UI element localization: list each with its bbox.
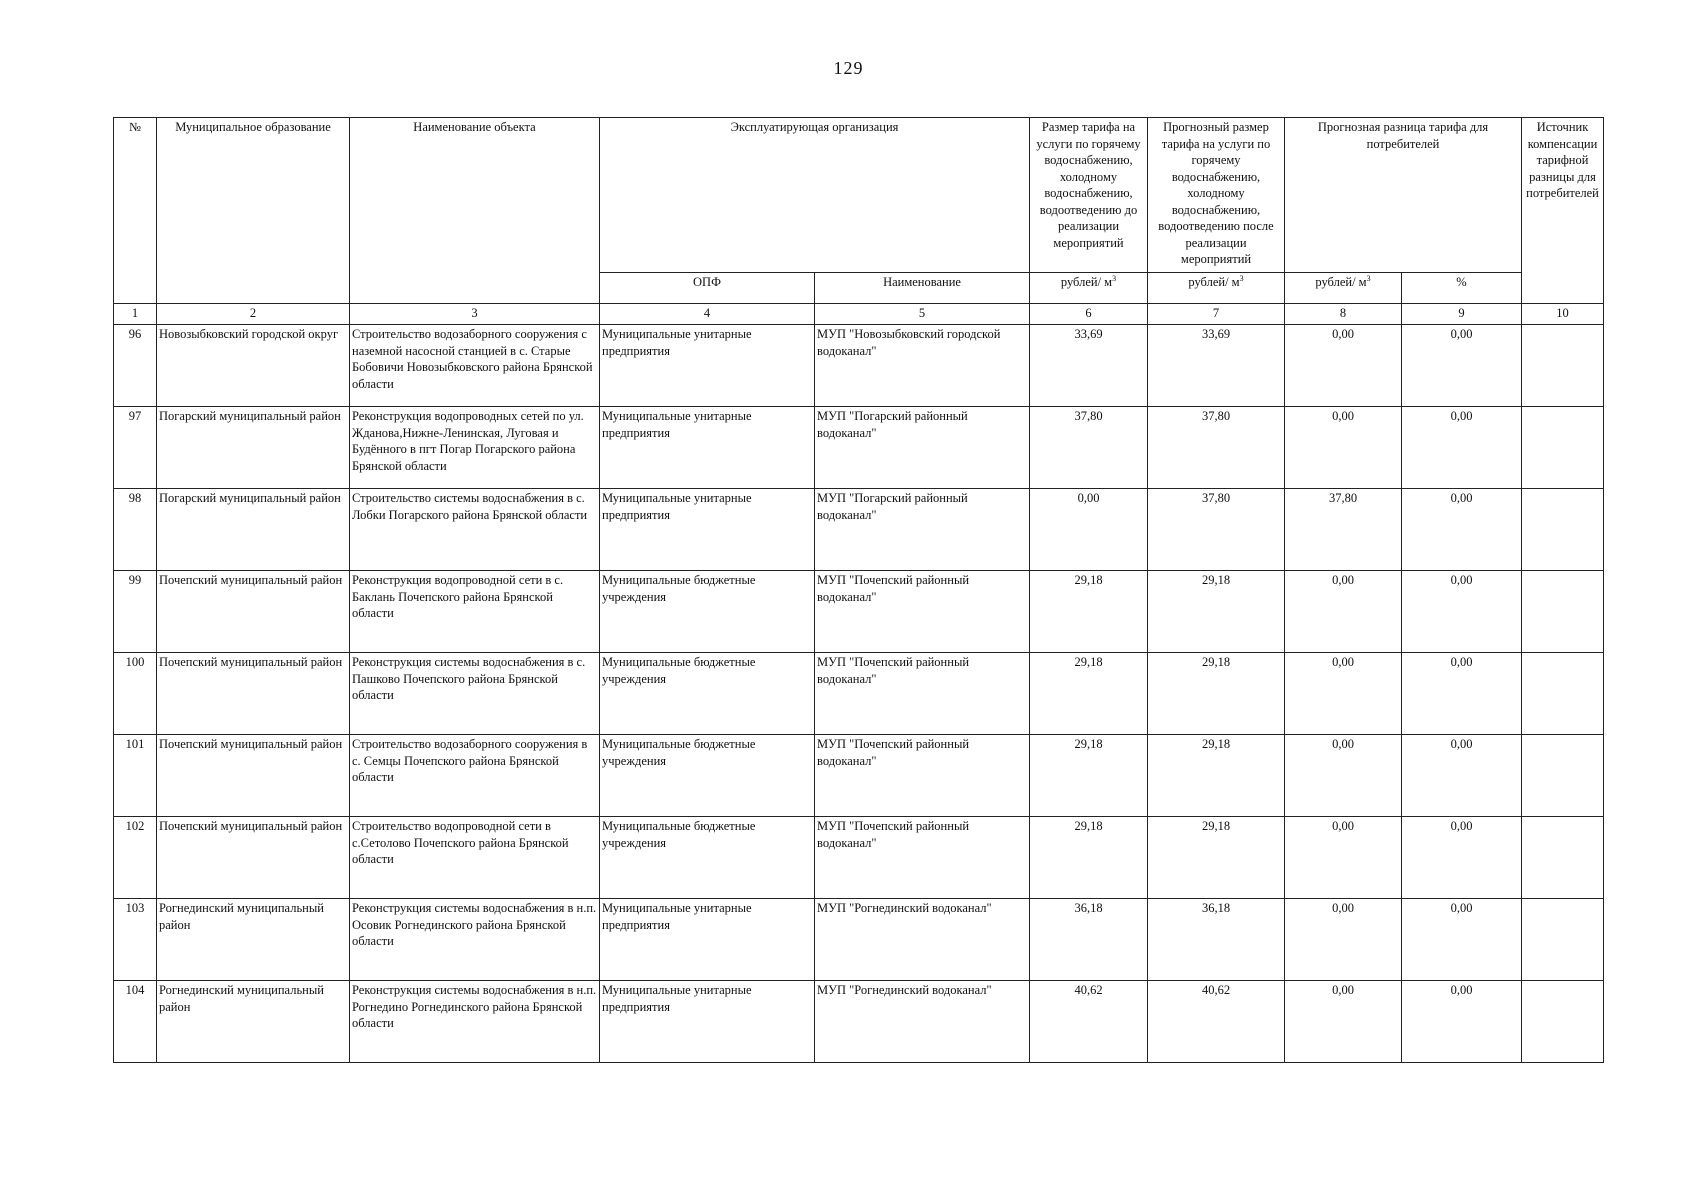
tariff-before-cell: 29,18 [1030,653,1148,735]
source-cell [1522,325,1604,407]
municipality-cell: Почепский муниципальный район [157,735,350,817]
difference-percent-cell: 0,00 [1402,817,1522,899]
row-number: 97 [114,407,157,489]
column-number: 3 [350,304,600,325]
header-object: Наименование объекта [350,118,600,304]
tariff-after-cell: 37,80 [1148,407,1285,489]
page-number: 129 [833,58,864,78]
column-number: 6 [1030,304,1148,325]
tariff-after-cell: 29,18 [1148,653,1285,735]
header-municipality: Муниципальное образование [157,118,350,304]
table-row [114,571,1604,653]
header-no: № [114,118,157,304]
column-number: 4 [600,304,815,325]
difference-percent-cell: 0,00 [1402,653,1522,735]
column-number: 9 [1402,304,1522,325]
source-cell [1522,981,1604,1063]
row-number: 99 [114,571,157,653]
source-cell [1522,653,1604,735]
row-number: 96 [114,325,157,407]
table-row [114,817,1604,899]
unit-difference-percent: % [1402,273,1522,304]
source-cell [1522,817,1604,899]
column-number: 7 [1148,304,1285,325]
opf-cell: Муниципальные унитарные предприятия [600,981,815,1063]
tariff-before-cell: 37,80 [1030,407,1148,489]
organization-cell: МУП "Рогнединский водоканал" [815,899,1030,981]
header-tariff-after: Прогнозный размер тарифа на услуги по горячему водоснабжению, холодному водоснабжению, водоотведению после реализации мероприятий [1148,118,1285,273]
difference-percent-cell: 0,00 [1402,899,1522,981]
column-number: 1 [114,304,157,325]
object-cell: Реконструкция системы водоснабжения в н.п. Осовик Рогнединского района Брянской области [350,899,600,981]
municipality-cell: Погарский муниципальный район [157,407,350,489]
tariff-table [113,117,1604,1063]
row-number: 98 [114,489,157,571]
tariff-after-cell: 37,80 [1148,489,1285,571]
table-header [114,118,1604,325]
difference-rub-cell: 0,00 [1285,407,1402,489]
difference-rub-cell: 0,00 [1285,899,1402,981]
row-number: 100 [114,653,157,735]
tariff-after-cell: 29,18 [1148,735,1285,817]
unit-tariff-before: рублей/ $м^3$ [1030,273,1148,304]
organization-cell: МУП "Почепский районный водоканал" [815,653,1030,735]
tariff-after-cell: 40,62 [1148,981,1285,1063]
opf-cell: Муниципальные бюджетные учреждения [600,735,815,817]
source-cell [1522,899,1604,981]
opf-cell: Муниципальные унитарные предприятия [600,899,815,981]
organization-cell: МУП "Погарский районный водоканал" [815,407,1030,489]
column-number: 8 [1285,304,1402,325]
difference-percent-cell: 0,00 [1402,407,1522,489]
table-row [114,653,1604,735]
opf-cell: Муниципальные унитарные предприятия [600,325,815,407]
object-cell: Строительство водопроводной сети в с.Сетолово Почепского района Брянской области [350,817,600,899]
table-row [114,981,1604,1063]
source-cell [1522,407,1604,489]
unit-tariff-after: рублей/ $м^3$ [1148,273,1285,304]
difference-percent-cell: 0,00 [1402,981,1522,1063]
tariff-before-cell: 29,18 [1030,817,1148,899]
organization-cell: МУП "Погарский районный водоканал" [815,489,1030,571]
opf-cell: Муниципальные бюджетные учреждения [600,571,815,653]
municipality-cell: Почепский муниципальный район [157,653,350,735]
tariff-after-cell: 36,18 [1148,899,1285,981]
municipality-cell: Почепский муниципальный район [157,571,350,653]
tariff-before-cell: 29,18 [1030,735,1148,817]
object-cell: Реконструкция системы водоснабжения в н.п. Рогнедино Рогнединского района Брянской области [350,981,600,1063]
header-operator: Эксплуатирующая организация [600,118,1030,273]
difference-percent-cell: 0,00 [1402,571,1522,653]
opf-cell: Муниципальные унитарные предприятия [600,407,815,489]
row-number: 102 [114,817,157,899]
row-number: 101 [114,735,157,817]
tariff-before-cell: 0,00 [1030,489,1148,571]
difference-percent-cell: 0,00 [1402,325,1522,407]
header-source: Источник компенсации тарифной разницы для потребителей [1522,118,1604,304]
column-number-row [114,304,1604,325]
tariff-before-cell: 36,18 [1030,899,1148,981]
object-cell: Строительство водозаборного сооружения в с. Семцы Почепского района Брянской области [350,735,600,817]
source-cell [1522,571,1604,653]
organization-cell: МУП "Рогнединский водоканал" [815,981,1030,1063]
header-difference: Прогнозная разница тарифа для потребителей [1285,118,1522,273]
municipality-cell: Рогнединский муниципальный район [157,899,350,981]
municipality-cell: Почепский муниципальный район [157,817,350,899]
difference-percent-cell: 0,00 [1402,489,1522,571]
difference-rub-cell: 0,00 [1285,571,1402,653]
tariff-before-cell: 29,18 [1030,571,1148,653]
table-row [114,407,1604,489]
table-row [114,899,1604,981]
object-cell: Строительство водозаборного сооружения с наземной насосной станцией в с. Старые Бобовичи Новозыбковского района Брянской области [350,325,600,407]
tariff-after-cell: 33,69 [1148,325,1285,407]
difference-rub-cell: 0,00 [1285,325,1402,407]
unit-difference-rub: рублей/ $м^3$ [1285,273,1402,304]
header-tariff-before: Размер тарифа на услуги по горячему водоснабжению, холодному водоснабжению, водоотведению до реализации мероприятий [1030,118,1148,273]
difference-percent-cell: 0,00 [1402,735,1522,817]
column-number: 10 [1522,304,1604,325]
object-cell: Реконструкция водопроводной сети в с. Баклань Почепского района Брянской области [350,571,600,653]
table-row [114,489,1604,571]
tariff-before-cell: 33,69 [1030,325,1148,407]
organization-cell: МУП "Почепский районный водоканал" [815,735,1030,817]
opf-cell: Муниципальные унитарные предприятия [600,489,815,571]
municipality-cell: Новозыбковский городской округ [157,325,350,407]
object-cell: Строительство системы водоснабжения в с. Лобки Погарского района Брянской области [350,489,600,571]
tariff-after-cell: 29,18 [1148,571,1285,653]
organization-cell: МУП "Почепский районный водоканал" [815,817,1030,899]
difference-rub-cell: 37,80 [1285,489,1402,571]
difference-rub-cell: 0,00 [1285,981,1402,1063]
difference-rub-cell: 0,00 [1285,653,1402,735]
object-cell: Реконструкция системы водоснабжения в с. Пашково Почепского района Брянской области [350,653,600,735]
header-opf: ОПФ [600,273,815,304]
tariff-before-cell: 40,62 [1030,981,1148,1063]
opf-cell: Муниципальные бюджетные учреждения [600,817,815,899]
column-number: 5 [815,304,1030,325]
tariff-after-cell: 29,18 [1148,817,1285,899]
table-row [114,325,1604,407]
table-body [114,325,1604,1063]
difference-rub-cell: 0,00 [1285,735,1402,817]
source-cell [1522,735,1604,817]
object-cell: Реконструкция водопроводных сетей по ул. Жданова,Нижне-Ленинская, Луговая и Будённого в пгт Погар Погарского района Брянской области [350,407,600,489]
difference-rub-cell: 0,00 [1285,817,1402,899]
row-number: 103 [114,899,157,981]
organization-cell: МУП "Новозыбковский городской водоканал" [815,325,1030,407]
header-org-name: Наименование [815,273,1030,304]
opf-cell: Муниципальные бюджетные учреждения [600,653,815,735]
source-cell [1522,489,1604,571]
municipality-cell: Погарский муниципальный район [157,489,350,571]
row-number: 104 [114,981,157,1063]
column-number: 2 [157,304,350,325]
municipality-cell: Рогнединский муниципальный район [157,981,350,1063]
table-row [114,735,1604,817]
organization-cell: МУП "Почепский районный водоканал" [815,571,1030,653]
